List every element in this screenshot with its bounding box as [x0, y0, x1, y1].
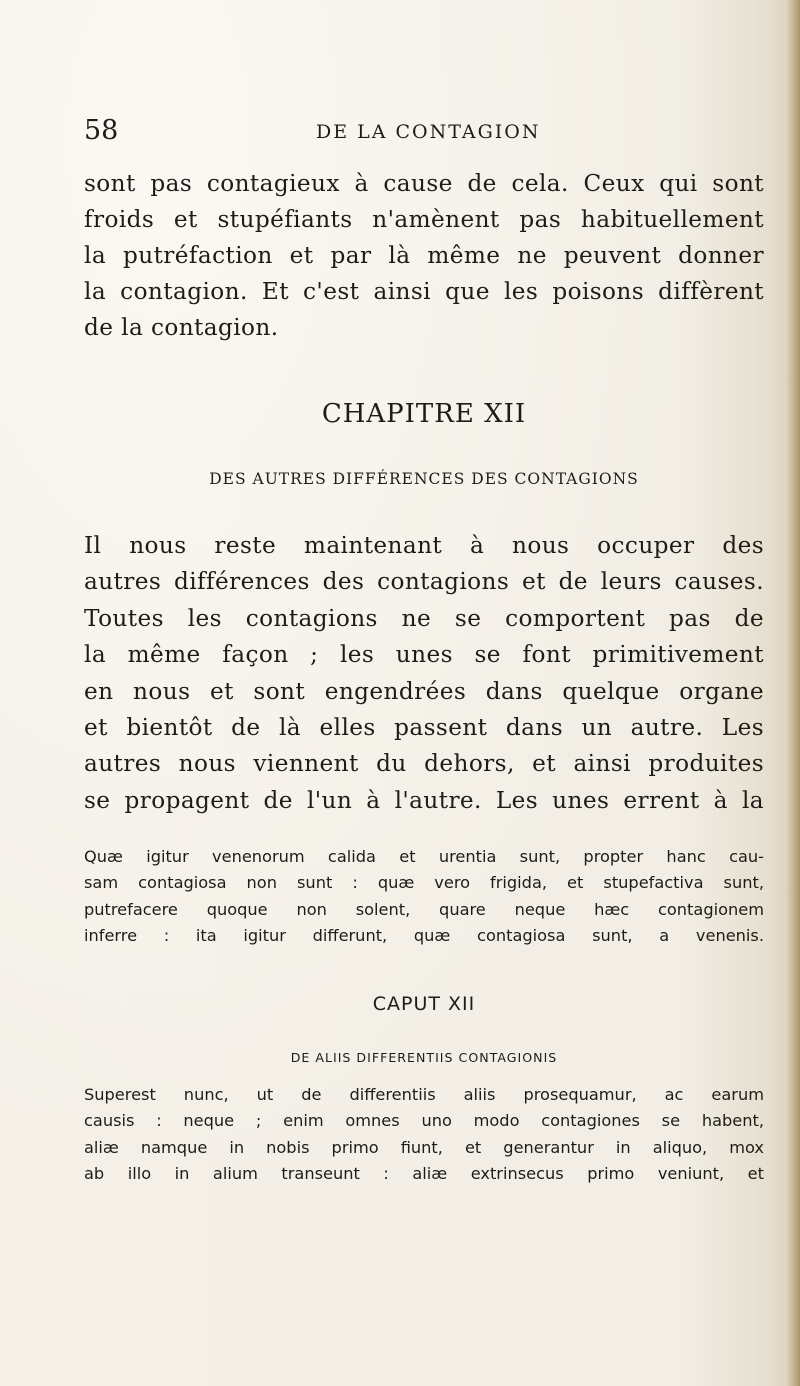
text-line: autres différences des contagions et de leurs causes.: [84, 568, 764, 596]
running-head: DE LA CONTAGION: [316, 121, 541, 143]
text-line: putrefacere quoque non solent, quare neque hæc contagionem: [84, 899, 764, 919]
page-number: 58: [84, 115, 119, 146]
text-line: Quæ igitur venenorum calida et urentia sunt, propter hanc cau-: [84, 847, 764, 866]
text-line: la putréfaction et par là même ne peuvent donner: [84, 242, 764, 269]
page-edge-shadow: [786, 0, 800, 1386]
text-line: en nous et sont engendrées dans quelque organe: [84, 677, 764, 705]
text-line: inferre : ita igitur differunt, quæ contagiosa sunt, a venenis.: [84, 925, 764, 945]
text-line: se propagent de l'un à l'autre. Les unes errent à la: [84, 786, 764, 814]
text-line: causis : neque ; enim omnes uno modo contagiones se habent,: [84, 1111, 764, 1131]
latin-continuation-paragraph: [84, 844, 764, 949]
text-line: Il nous reste maintenant à nous occuper des: [84, 532, 764, 559]
text-line: autres nous viennent du dehors, et ainsi produites: [84, 750, 764, 778]
french-chapter-subtitle: DES AUTRES DIFFÉRENCES DES CONTAGIONS: [209, 470, 639, 488]
text-line: ab illo in alium transeunt : aliæ extrinsecus primo veniunt, et: [84, 1163, 764, 1183]
text-line: Superest nunc, ut de differentiis aliis prosequamur, ac earum: [84, 1085, 764, 1104]
text-line: sont pas contagieux à cause de cela. Ceux qui sont: [84, 170, 764, 197]
latin-chapter-title: CAPUT XII: [372, 993, 476, 1015]
latin-chapter-subtitle: DE ALIIS DIFFERENTIIS CONTAGIONIS: [290, 1050, 558, 1065]
page-header: [84, 116, 764, 146]
french-chapter-title: CHAPITRE XII: [321, 399, 527, 429]
french-continuation-paragraph: [84, 166, 764, 346]
latin-chapter-paragraph: [84, 1082, 764, 1187]
text-line: sam contagiosa non sunt : quæ vero frigida, et stupefactiva sunt,: [84, 873, 764, 893]
text-line: de la contagion.: [84, 314, 279, 341]
french-chapter-paragraph: [84, 528, 764, 819]
text-line: Toutes les contagions ne se comportent pas de: [84, 604, 764, 632]
text-line: aliæ namque in nobis primo fiunt, et generantur in aliquo, mox: [84, 1137, 764, 1157]
text-line: et bientôt de là elles passent dans un autre. Les: [84, 713, 764, 741]
text-line: la même façon ; les unes se font primitivement: [84, 641, 764, 669]
text-line: la contagion. Et c'est ainsi que les poisons diffèrent: [84, 278, 764, 305]
text-line: froids et stupéfiants n'amènent pas habituellement: [84, 206, 764, 233]
